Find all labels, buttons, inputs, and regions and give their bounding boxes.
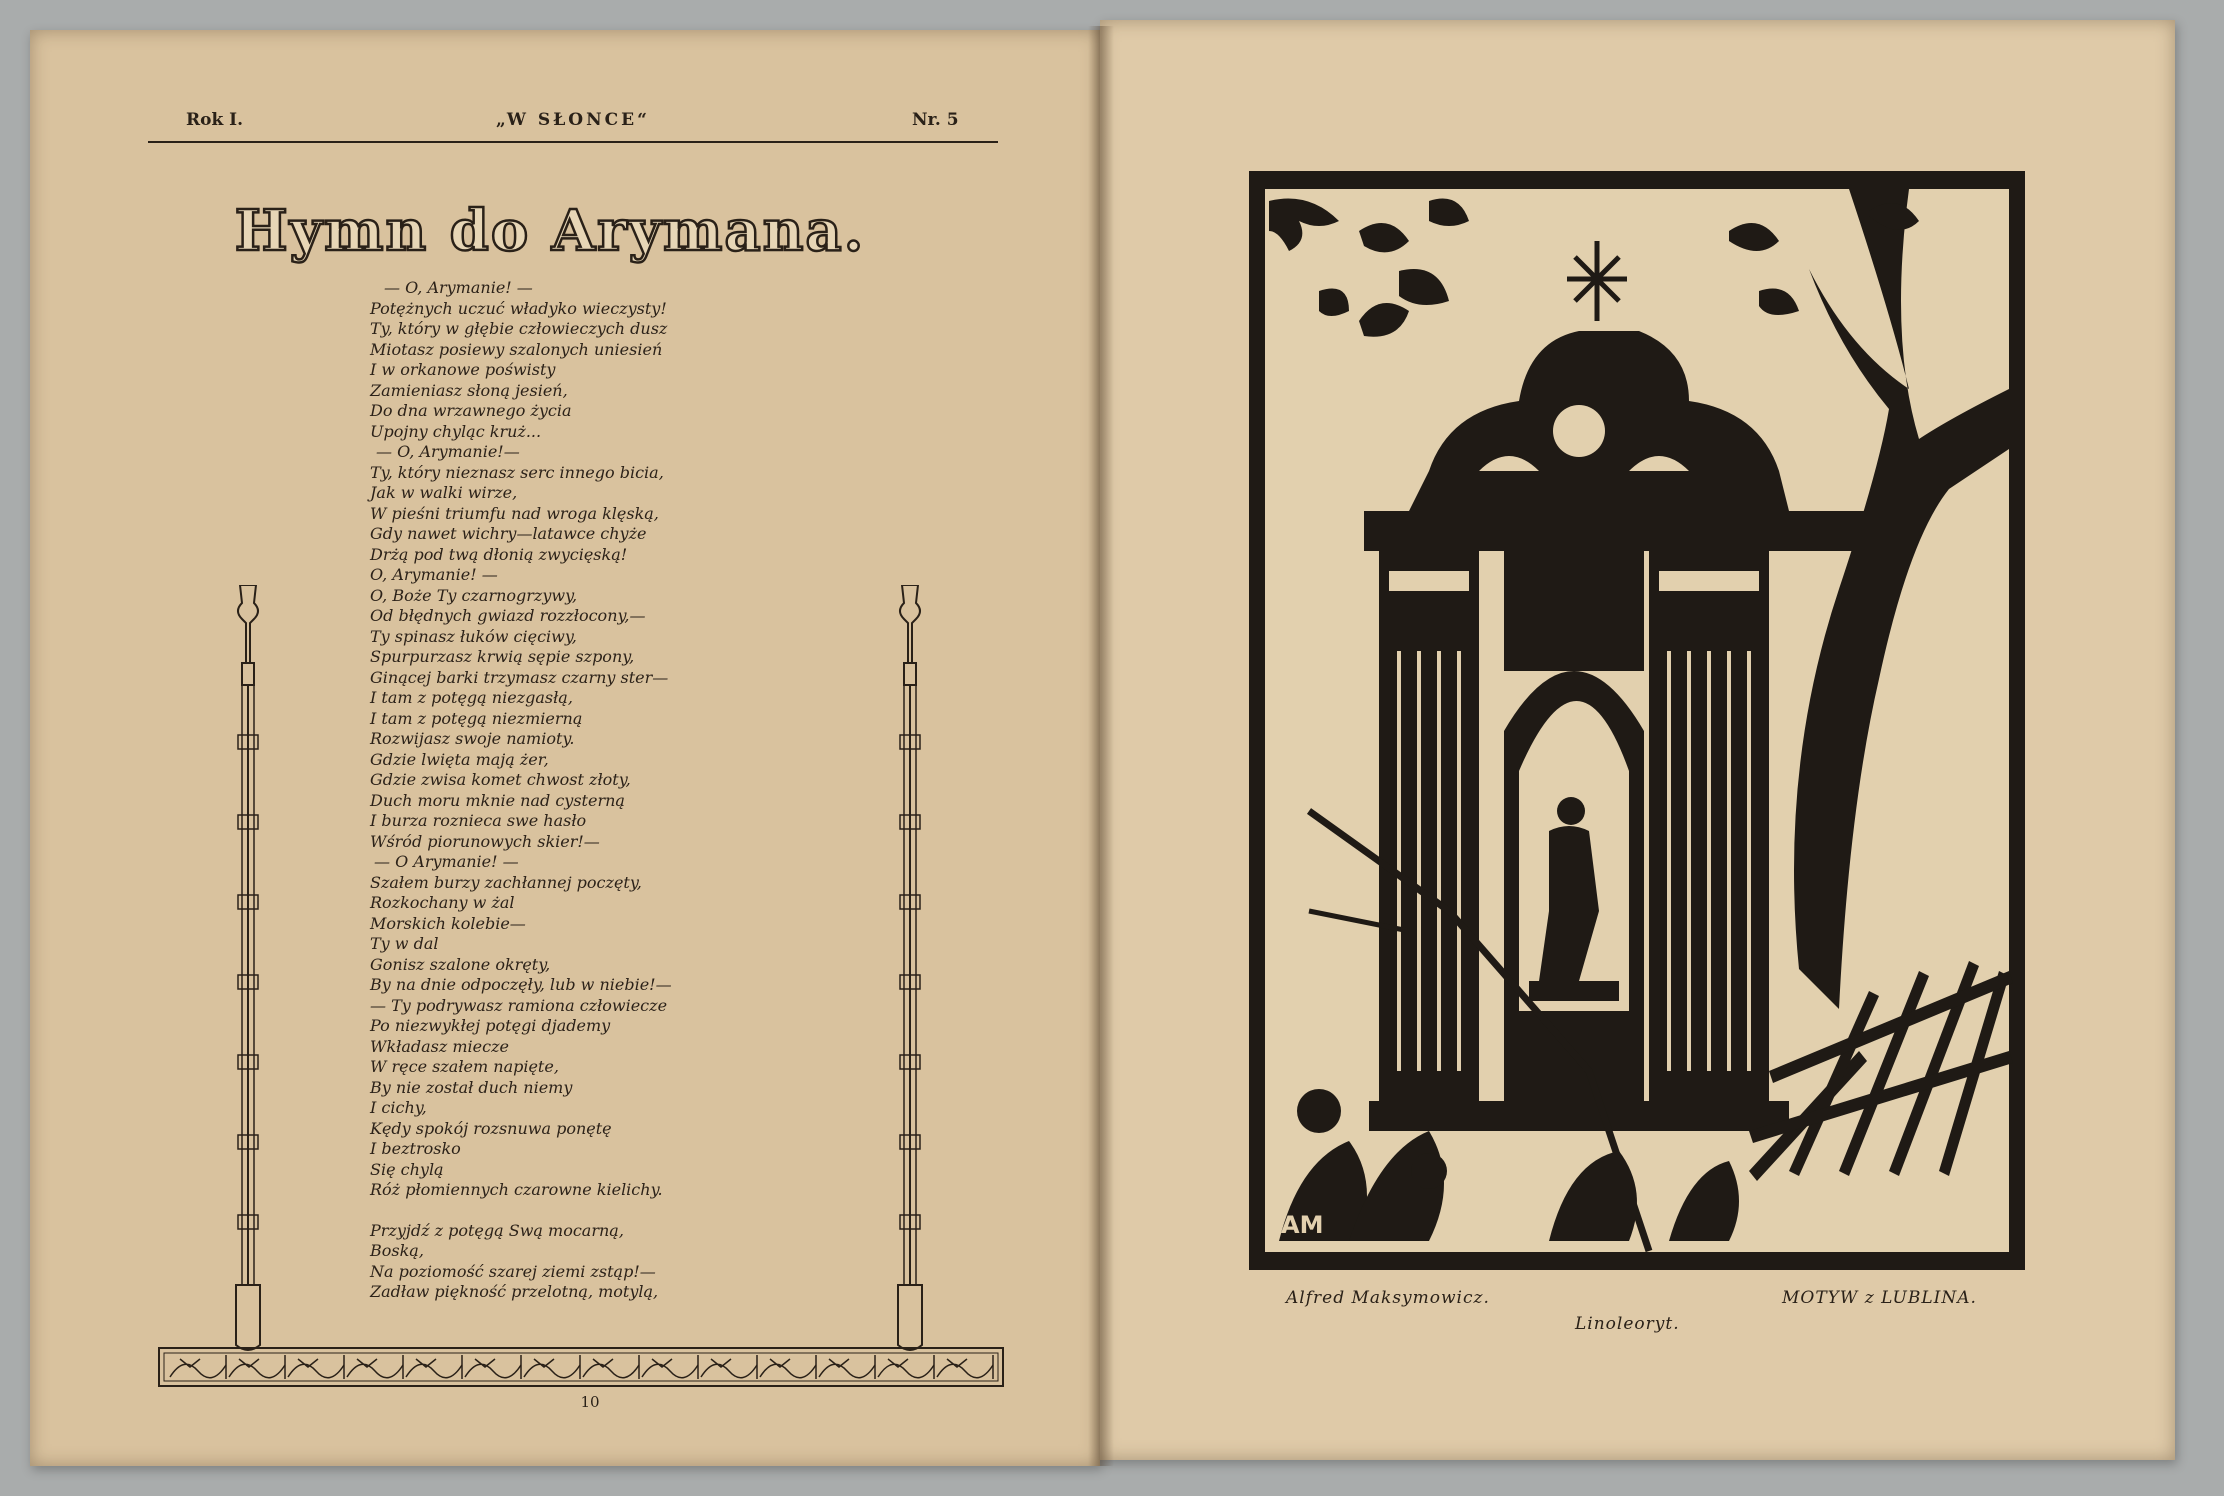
header-magazine-title: „W SŁONCE“ (496, 110, 650, 130)
poem-line: Rozkochany w żal (370, 893, 515, 912)
poem-line: Szałem burzy zachłannej poczęty, (370, 872, 642, 892)
poem-line: I tam z potęgą niezgasłą, (370, 688, 573, 707)
poem-line: Na poziomość szarej ziemi zstąp!— (370, 1261, 656, 1281)
poem-line: Gdy nawet wichry—latawce chyże (370, 524, 647, 543)
poem-line: Od błędnych gwiazd rozzłocony,— (370, 606, 646, 625)
poem-line: O, Boże Ty czarnogrzywy, (370, 585, 578, 605)
poem-line: — O Arymanie! — (374, 852, 519, 871)
poem-line: Wśród piorunowych skier!— (370, 831, 600, 851)
column-ornament-left (230, 585, 266, 1355)
poem-line: Potężnych uczuć władyko wieczysty! (370, 298, 667, 318)
poem-line: Boską, (370, 1241, 424, 1260)
poem-body (370, 278, 800, 1303)
poem-line: — O, Arymanie!— (376, 442, 520, 461)
poem-line: Rozwijasz swoje namioty. (370, 729, 575, 748)
poem-line: Róż płomiennych czarowne kielichy. (370, 1180, 663, 1199)
poem-line: Się chylą (370, 1159, 444, 1179)
poem-line: Spurpurzasz krwią sępie szpony, (370, 647, 635, 666)
poem-line: O, Arymanie! — (370, 565, 498, 584)
poem-line: By nie został duch niemy (370, 1077, 573, 1097)
artwork-technique: Linoleoryt. (1575, 1314, 1680, 1334)
page-number: 10 (580, 1393, 600, 1411)
poem-line: Drżą pod twą dłonią zwycięską! (370, 544, 628, 564)
poem-line: Upojny chyląc kruż... (370, 421, 542, 441)
artwork-monogram: AM (1281, 1211, 1324, 1239)
column-ornament-right (892, 585, 928, 1355)
header-issue: Nr. 5 (912, 110, 959, 130)
poem-line: Po niezwykłej potęgi djademy (370, 1016, 611, 1035)
poem-line: Zadław piękność przelotną, motylą, (370, 1282, 659, 1301)
poem-line: I burza roznieca swe hasło (370, 811, 587, 830)
stanza-break (370, 1201, 800, 1221)
poem-line: I cichy, (370, 1098, 427, 1117)
poem-line: I beztrosko (370, 1139, 461, 1158)
poem-line: Ginącej barki trzymasz czarny ster— (370, 667, 669, 687)
poem-line: Do dna wrzawnego życia (370, 401, 572, 420)
header-rule (148, 141, 998, 143)
poem-line: Ty, który nieznasz serc innego bicia, (370, 462, 664, 482)
artwork-title: MOTYW z LUBLINA. (1782, 1288, 1977, 1308)
poem-line: W pieśni triumfu nad wroga klęską, (370, 503, 659, 523)
poem-line: Kędy spokój rozsnuwa ponętę (370, 1118, 612, 1138)
poem-line: Ty spinasz łuków cięciwy, (370, 626, 577, 646)
book-gutter (1088, 26, 1114, 1466)
artwork-artist: Alfred Maksymowicz. (1286, 1288, 1490, 1308)
poem-line: By na dnie odpoczęły, lub w niebie!— (370, 975, 672, 994)
poem-line: Ty w dal (370, 934, 439, 953)
poem-line: Jak w walki wirze, (370, 483, 518, 502)
poem-line: Przyjdź z potęgą Swą mocarną, (370, 1220, 624, 1240)
poem-line: Gdzie lwięta mają żer, (370, 749, 549, 769)
poem-line: Wkładasz miecze (370, 1036, 509, 1056)
ornamental-frieze (158, 1347, 1004, 1387)
poem-line: W ręce szałem napięte, (370, 1057, 559, 1076)
header-year: Rok I. (186, 110, 244, 130)
poem-title: Hymn do Arymana. (234, 198, 866, 264)
poem-line: Ty, który w głębie człowieczych dusz (370, 319, 668, 338)
poem-line: Miotasz posiewy szalonych uniesień (370, 339, 663, 359)
poem-line: Zamieniasz słoną jesień, (370, 380, 568, 400)
poem-line: — Ty podrywasz ramiona człowiecze (370, 995, 668, 1015)
poem-line: Morskich kolebie— (370, 913, 526, 933)
poem-line: Duch moru mknie nad cysterną (370, 790, 625, 810)
poem-line: I tam z potęgą niezmierną (370, 708, 583, 728)
poem-line: — O, Arymanie! — (384, 278, 533, 297)
linocut-artwork (1249, 171, 2025, 1270)
poem-line: I w orkanowe poświsty (370, 360, 556, 379)
poem-line: Gonisz szalone okręty, (370, 954, 551, 974)
poem-line: Gdzie zwisa komet chwost złoty, (370, 770, 631, 789)
